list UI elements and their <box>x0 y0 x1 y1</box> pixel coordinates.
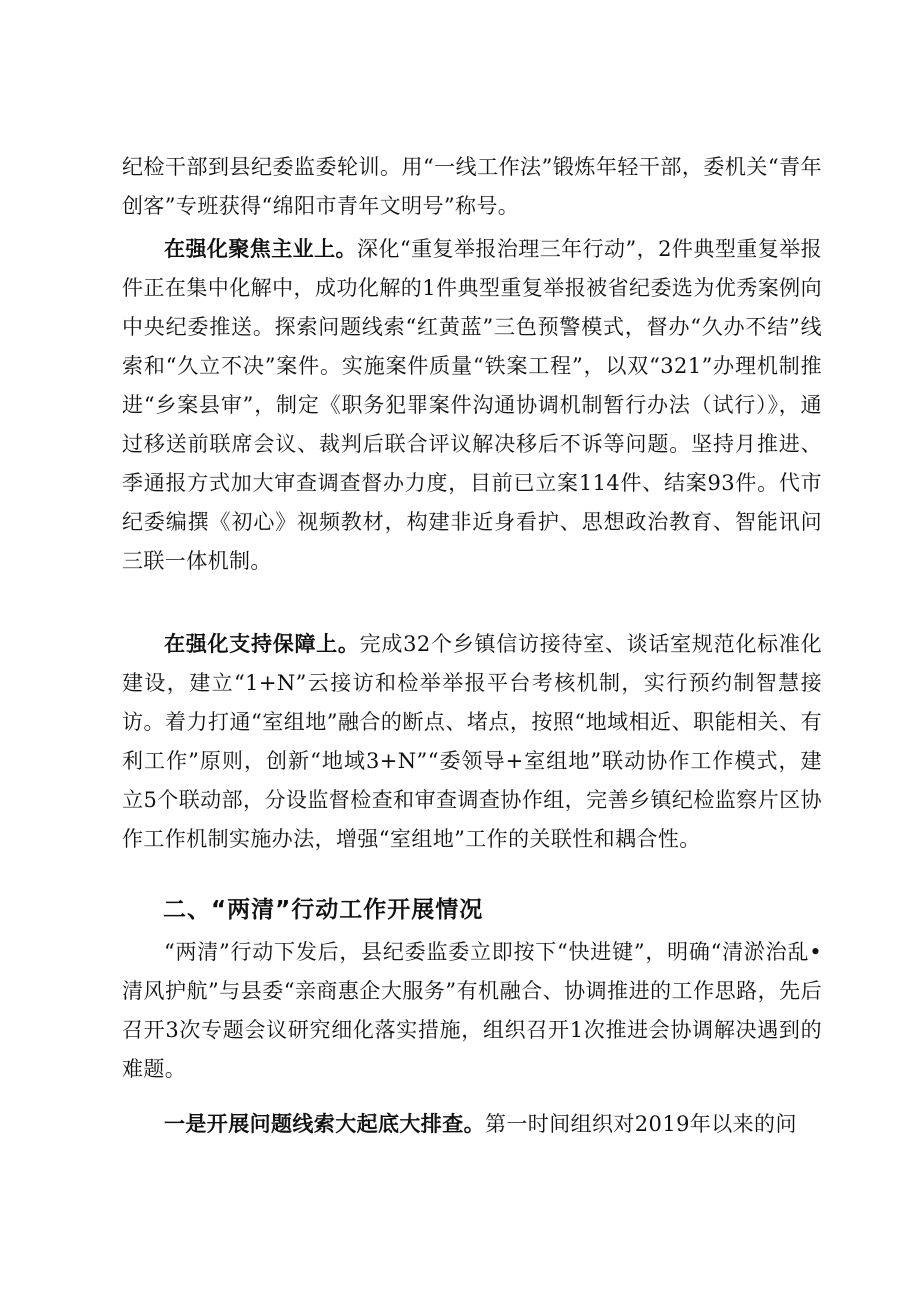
paragraph-text: “两清”行动下发后，县纪委监委立即按下“快进键”，明确“清淤治乱•清风护航”与县委“亲商惠企大服务”有机融合、协调推进的工作思路，先后召开3次专题会议研究细化落实措施，组织召开1次推进会协调解决遇到的难题。 <box>122 940 822 1081</box>
paragraph-clue-investigation <box>122 1105 822 1144</box>
section-heading: 二、“两清”行动工作开展情况 <box>163 897 484 923</box>
paragraph-lead: 在强化聚焦主业上。 <box>164 237 357 261</box>
paragraph-training <box>122 148 822 226</box>
paragraph-body: 第一时间组织对2019年以来的问 <box>485 1112 797 1136</box>
paragraph-body: 深化“重复举报治理三年行动”，2件典型重复举报件正在集中化解中，成功化解的1件典型重复举报被省纪委选为优秀案例向中央纪委推送。探索问题线索“红黄蓝”三色预警模式，督办“久办不结”线索和“久立不决”案件。实施案件质量“铁案工程”，以双“321”办理机制推进“乡案县审”，制定《职务犯罪案件沟通协调机制暂行办法（试行）》，通过移送前联席会议、裁判后联合评议解决移后不诉等问题。坚持月推进、季通报方式加大审查调查督办力度，目前已立案114件、结案93件。代市纪委编撰《初心》视频教材，构建非近身看护、思想政治教育、智能讯问三联一体机制。 <box>122 237 822 573</box>
paragraph-focus-main-business <box>122 230 822 581</box>
paragraph-body: 完成32个乡镇信访接待室、谈话室规范化标准化建设，建立“1+N”云接访和检举举报平台考核机制，实行预约制智慧接访。着力打通“室组地”融合的断点、堵点，按照“地域相近、职能相关、有利工作”原则，创新“地域3+N”“委领导+室组地”联动协作工作模式，建立5个联动部，分设监督检查和审查调查协作组，完善乡镇纪检监察片区协作工作机制实施办法，增强“室组地”工作的关联性和耦合性。 <box>122 632 822 851</box>
paragraph-lead: 一是开展问题线索大起底大排查。 <box>164 1112 485 1136</box>
paragraph-text: 纪检干部到县纪委监委轮训。用“一线工作法”锻炼年轻干部，委机关“青年创客”专班获得“绵阳市青年文明号”称号。 <box>122 155 822 218</box>
paragraph-liangqing-action <box>122 933 822 1089</box>
paragraph-lead: 在强化支持保障上。 <box>164 632 360 656</box>
paragraph-support-guarantee <box>122 625 822 859</box>
